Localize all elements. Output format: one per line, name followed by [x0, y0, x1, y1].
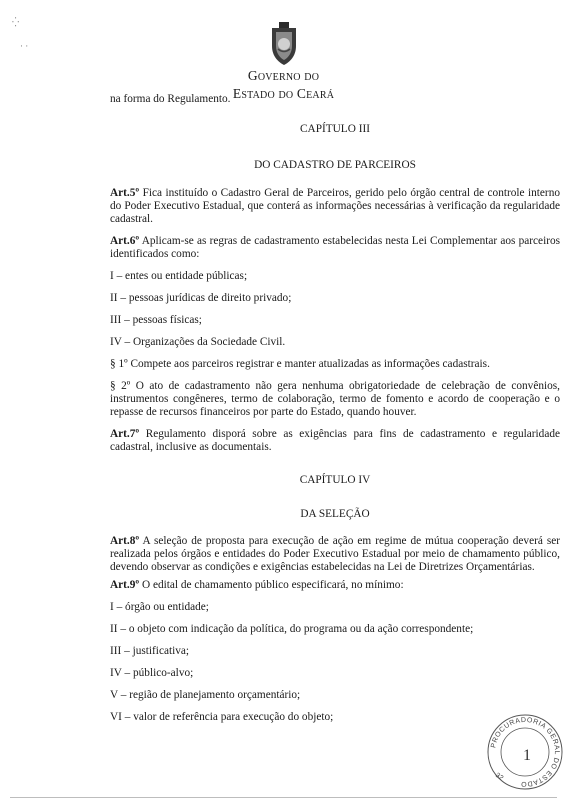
article-9: Art.9º O edital de chamamento público especificará, no mínimo:	[110, 579, 404, 591]
article-6: Art.6º Aplicam-se as regras de cadastramento estabelecidas nesta Lei Complementar aos parceiros identificados como:	[110, 235, 561, 260]
list-item: III – justificativa;	[110, 645, 190, 657]
chapter-subtitle: DO CADASTRO DE PARCEIROS	[254, 159, 416, 171]
document-body	[110, 93, 560, 724]
chapter-title: CAPÍTULO IV	[299, 474, 371, 486]
svg-text:PROCURADORIA GERAL DO ESTADO: PROCURADORIA GERAL DO ESTADO	[490, 716, 561, 788]
intro-line: na forma do Regulamento.	[110, 93, 231, 105]
article-5: Art.5º Fica instituído o Cadastro Geral de Parceiros, gerido pelo órgão central de controle interno do Poder Executivo Estadual, que conterá as informações necessárias à verificação da regularidade cadastral.	[110, 187, 560, 225]
article-label: Art.6º	[110, 235, 140, 247]
list-item: I – órgão ou entidade;	[110, 601, 209, 613]
bottom-edge-line	[10, 797, 557, 798]
paragraph-2: § 2º O ato de cadastramento não gera nenhuma obrigatoriedade de celebração de convênios, instrumentos congêneres, termo de colaboração, termo de fomento e acordo de cooperação e o repasse de recursos financeiros por parte do Estado, quando houver.	[110, 380, 560, 418]
article-8: Art.8º A seleção de proposta para execução de ação em regime de mútua cooperação deverá ser realizada pelos órgãos e entidades do Poder Executivo Estadual por meio de chamamento público, devendo observar as condições e exigências estabelecidas na Lei de Diretrizes Orçamentárias.	[110, 535, 561, 573]
article-label: Art.5º	[110, 187, 140, 199]
list-item: VI – valor de referência para execução do objeto;	[110, 711, 334, 723]
scan-speck: · ·	[20, 41, 29, 51]
government-header	[0, 22, 567, 104]
article-7: Art.7º Regulamento disporá sobre as exigências para fins de cadastramento e regularidade cadastral, inclusive as documentais.	[110, 428, 561, 453]
article-label: Art.9º	[110, 579, 140, 591]
svg-text:32: 32	[493, 771, 505, 783]
ceara-coat-of-arms-icon	[266, 22, 302, 66]
svg-text:1: 1	[523, 747, 531, 764]
list-item: III – pessoas físicas;	[110, 314, 202, 326]
list-item: II – pessoas jurídicas de direito privado;	[110, 292, 292, 304]
chapter-title: CAPÍTULO III	[300, 123, 370, 135]
list-item: IV – Organizações da Sociedade Civil.	[110, 336, 286, 348]
list-item: IV – público-alvo;	[110, 667, 194, 679]
procuradoria-seal-stamp	[485, 712, 565, 792]
list-item: I – entes ou entidade públicas;	[110, 270, 248, 282]
list-item: V – região de planejamento orçamentário;	[110, 689, 301, 701]
scan-speck: ⁛	[12, 17, 20, 27]
list-item: II – o objeto com indicação da política, do programa ou da ação correspondente;	[110, 623, 474, 635]
chapter-subtitle: DA SELEÇÃO	[300, 508, 370, 520]
article-label: Art.8º	[110, 535, 140, 547]
paragraph-1: § 1º Compete aos parceiros registrar e manter atualizadas as informações cadastrais.	[110, 358, 490, 370]
government-title: GOVERNO DO ESTADO DO CEARÁ	[232, 68, 335, 101]
article-label: Art.7º	[110, 428, 140, 440]
